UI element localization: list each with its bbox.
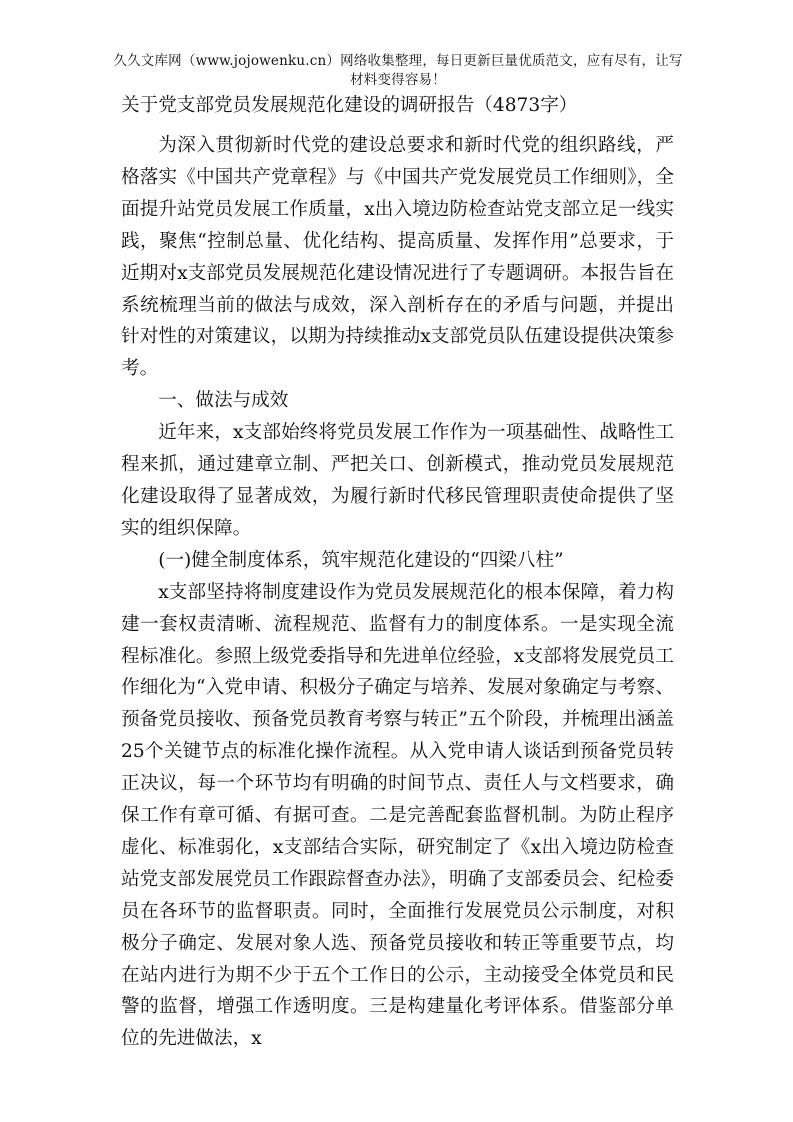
header-note: 久久文库网（www.jojowenku.cn）网络收集整理，每日更新巨量优质范文，应有尽有，让写材料变得容易！ bbox=[113, 53, 683, 88]
paragraph-system: x支部坚持将制度建设作为党员发展规范化的根本保障，着力构建一套权责清晰、流程规范、监督有力的制度体系。一是实现全流程标准化。参照上级党委指导和先进单位经验，x支部将发展党员工作细化为“入党申请、积极分子确定与培养、发展对象确定与考察、预备党员接收、预备党员教育考察与转正”五个阶段，并梳理出涵盖25个关键节点的标准化操作流程。从入党申请人谈话到预备党员转正决议，每一个环节均有明确的时间节点、责任人与文档要求，确保工作有章可循、有据可查。二是完善配套监督机制。为防止程序虚化、标准弱化，x支部结合实际，研究制定了《x出入境边防检查站党支部发展党员工作跟踪督查办法》，明确了支部委员会、纪检委员在各环节的监督职责。同时，全面推行发展党员公示制度，对积极分子确定、发展对象人选、预备党员接收和转正等重要节点，均在站内进行为期不少于五个工作日的公示，主动接受全体党员和民警的监督，增强工作透明度。三是构建量化考评体系。借鉴部分单位的先进做法，x bbox=[121, 581, 674, 1050]
document-body bbox=[121, 130, 674, 1055]
document-title: 关于党支部党员发展规范化建设的调研报告（4873字） bbox=[121, 95, 578, 116]
paragraph-intro: 为深入贯彻新时代党的建设总要求和新时代党的组织路线，严格落实《中国共产党章程》与《中国共产党发展党员工作细则》，全面提升站党员发展工作质量，x出入境边防检查站党支部立足一线实践，聚焦“控制总量、优化结构、提高质量、发挥作用”总要求，于近期对x支部党员发展规范化建设情况进行了专题调研。本报告旨在系统梳理当前的做法与成效，深入剖析存在的矛盾与问题，并提出针对性的对策建议，以期为持续推动x支部党员队伍建设提供决策参考。 bbox=[121, 135, 674, 380]
subsection-heading-1: (一)健全制度体系，筑牢规范化建设的“四梁八柱” bbox=[158, 549, 564, 571]
paragraph-overview: 近年来，x支部始终将党员发展工作作为一项基础性、战略性工程来抓，通过建章立制、严把关口、创新模式，推动党员发展规范化建设取得了显著成效，为履行新时代移民管理职责使命提供了坚实的组织保障。 bbox=[121, 422, 674, 539]
section-heading-1: 一、做法与成效 bbox=[158, 390, 289, 412]
